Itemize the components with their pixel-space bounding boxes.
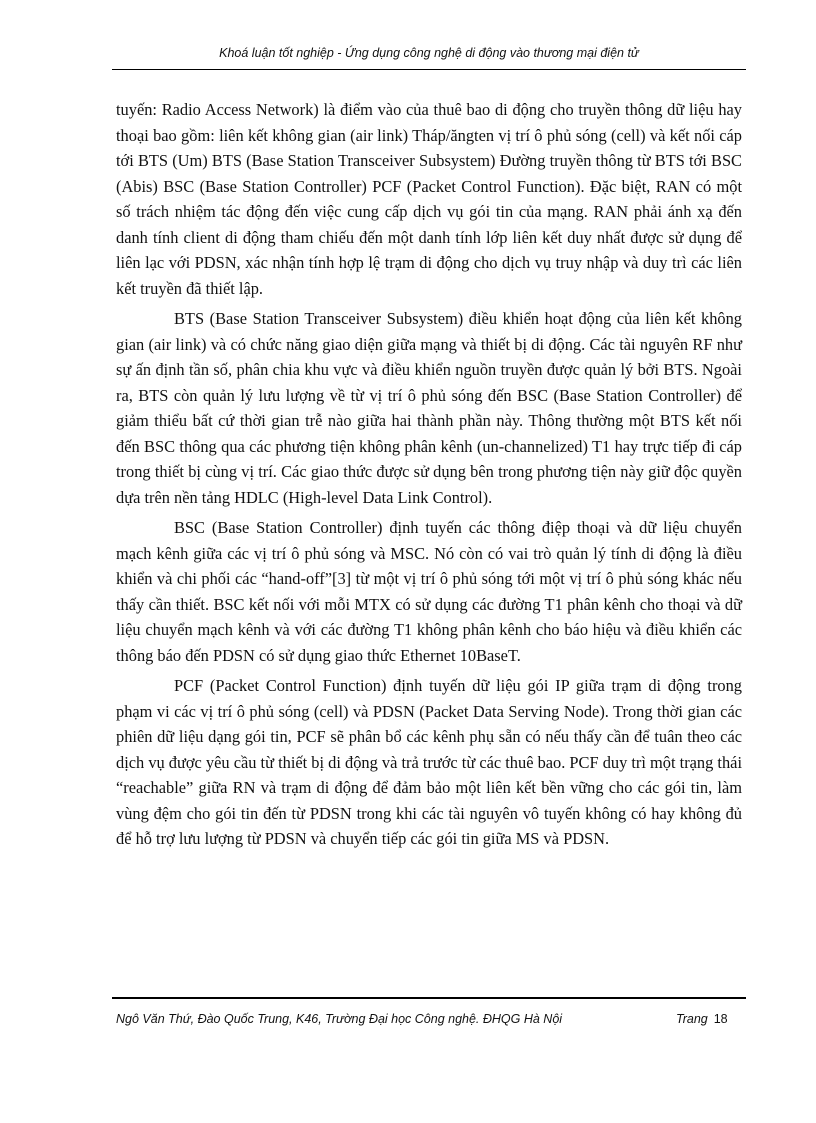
header-divider: [112, 69, 746, 70]
page-number-block: [676, 1012, 728, 1026]
footer-authors: Ngô Văn Thứ, Đào Quốc Trung, K46, Trường Đại học Công nghệ. ĐHQG Hà Nội: [116, 1012, 563, 1026]
paragraph-ran: tuyến: Radio Access Network) là điểm vào của thuê bao di động cho truyền thông dữ liệu hay thoại bao gồm: liên kết không gian (air link) Tháp/ăngten vị trí ô phủ sóng (cell) và kết nối cáp tới BTS (Um) BTS (Base Station Transceiver Subsystem) Đường truyền thông từ BTS tới BSC (Abis) BSC (Base Station Controller) PCF (Packet Control Function). Đặc biệt, RAN có một số trách nhiệm tác động đến việc cung cấp dịch vụ gói tin của mạng. RAN phải ánh xạ đến danh tính client di động tham chiếu đến một danh tính lớp liên kết duy nhất được sử dụng để liên lạc với PDSN, xác nhận tính hợp lệ trạm di động cho dịch vụ truy nhập và duy trì các liên kết truyền đã thiết lập.: [116, 100, 742, 298]
page-number: 18: [713, 1012, 728, 1026]
footer-divider: [112, 997, 746, 999]
page-header-title: Khoá luận tốt nghiệp - Ứng dụng công nghệ di động vào thương mại điện tử: [219, 46, 639, 60]
paragraph-pcf: PCF (Packet Control Function) định tuyến dữ liệu gói IP giữa trạm di động trong phạm vi các vị trí ô phủ sóng (cell) và PDSN (Packet Data Serving Node). Trong thời gian các phiên dữ liệu dạng gói tin, PCF sẽ phân bổ các kênh phụ sẵn có nếu thấy cần để tuân theo các dịch vụ được yêu cầu từ thiết bị di động và trả trước từ các thuê bao. PCF duy trì một trạng thái “reachable” giữa RN và trạm di động để đảm bảo một liên kết bền vững cho các gói tin, làm vùng đệm cho gói tin đến từ PDSN trong khi các tài nguyên vô tuyến không có hay không đủ để hỗ trợ lưu lượng từ PDSN và chuyển tiếp các gói tin giữa MS và PDSN.: [116, 676, 742, 848]
paragraph-bsc: BSC (Base Station Controller) định tuyến các thông điệp thoại và dữ liệu chuyển mạch kênh giữa các vị trí ô phủ sóng và MSC. Nó còn có vai trò quản lý tính di động là điều khiển và chi phối các “hand-off”[3] từ một vị trí ô phủ sóng tới một vị trí ô phủ sóng khác nếu thấy cần thiết. BSC kết nối với mỗi MTX có sử dụng các đường T1 phân kênh cho thoại và dữ liệu chuyển mạch kênh và với các đường T1 không phân kênh cho báo hiệu và điều khiển các thông báo đến PDSN có sử dụng giao thức Ethernet 10BaseT.: [116, 518, 742, 665]
page-label: Trang: [676, 1012, 708, 1026]
body-text: [116, 97, 742, 857]
paragraph-bts: BTS (Base Station Transceiver Subsystem) điều khiển hoạt động của liên kết không gian (air link) và có chức năng giao diện giữa mạng và thiết bị di động. Các tài nguyên RF như sự ấn định tần số, phân chia khu vực và điều khiển nguồn truyền được quản lý bởi BTS. Ngoài ra, BTS còn quản lý lưu lượng về từ vị trí ô phủ sóng đến BSC (Base Station Controller) để giảm thiểu bất cứ thời gian trễ nào giữa hai thành phần này. Thông thường một BTS kết nối đến BSC thông qua các phương tiện không phân kênh (un-channelized) T1 hay trực tiếp đi cáp trong thiết bị cùng vị trí. Các giao thức được sử dụng bên trong phương tiện này giữ độc quyền dựa trên nền tảng HDLC (High-level Data Link Control).: [116, 309, 742, 507]
